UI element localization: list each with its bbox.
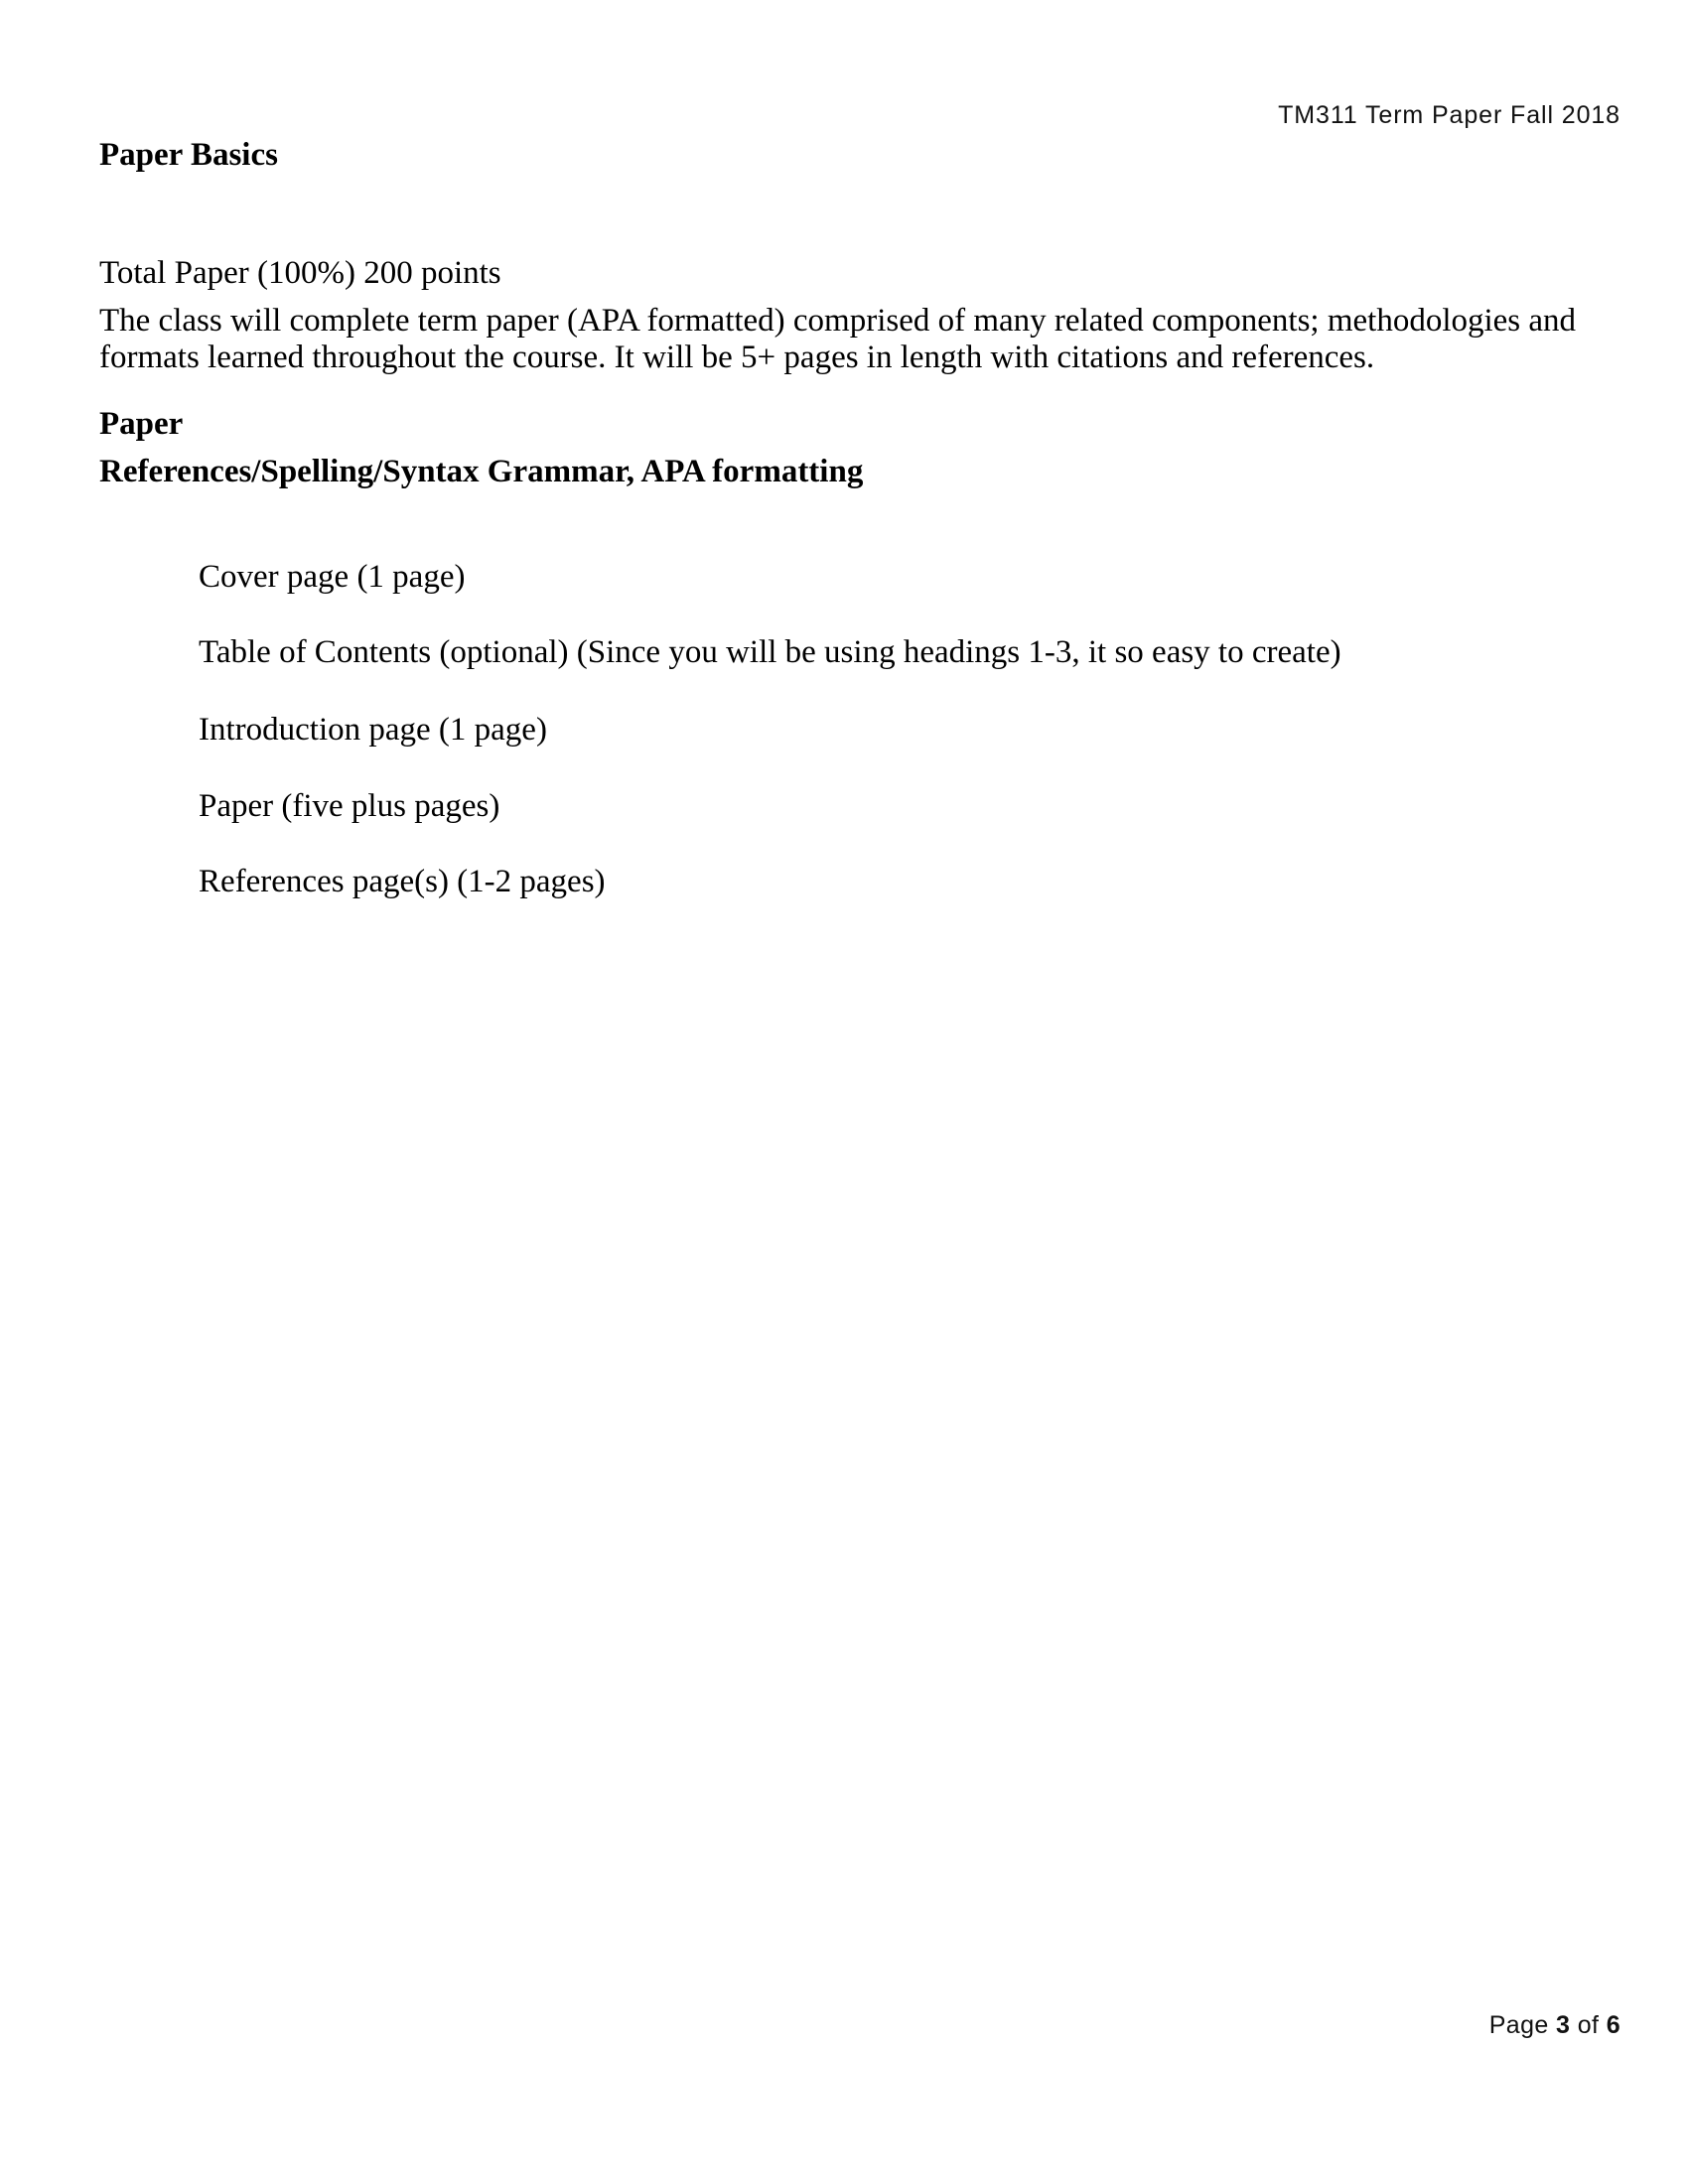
current-page-number: 3: [1556, 2011, 1571, 2039]
page-of-label: of: [1570, 2011, 1607, 2039]
total-pages-number: 6: [1606, 2011, 1620, 2039]
section-title: Paper Basics: [99, 137, 278, 173]
description-line-1: The class will complete term paper (APA formatted) comprised of many related components; methodologies and: [99, 303, 1577, 339]
description-paragraph: [99, 303, 1609, 376]
total-points-text: Total Paper (100%) 200 points: [99, 255, 501, 291]
running-header: TM311 Term Paper Fall 2018: [1278, 101, 1620, 129]
paper-subheading: References/Spelling/Syntax Grammar, APA formatting: [99, 454, 864, 489]
component-item-table-of-contents: Table of Contents (optional) (Since you will be using headings 1-3, it so easy to create): [199, 634, 1341, 670]
component-item-paper: Paper (five plus pages): [199, 788, 500, 824]
page-prefix: Page: [1488, 2011, 1557, 2039]
component-item-references: References page(s) (1-2 pages): [199, 864, 606, 899]
component-item-cover-page: Cover page (1 page): [199, 559, 466, 595]
page-number-footer: [1489, 2013, 1620, 2038]
paper-heading: Paper: [99, 406, 184, 442]
description-line-2: formats learned throughout the course. It will be 5+ pages in length with citations and references.: [99, 340, 1375, 375]
component-item-introduction: Introduction page (1 page): [199, 712, 547, 748]
